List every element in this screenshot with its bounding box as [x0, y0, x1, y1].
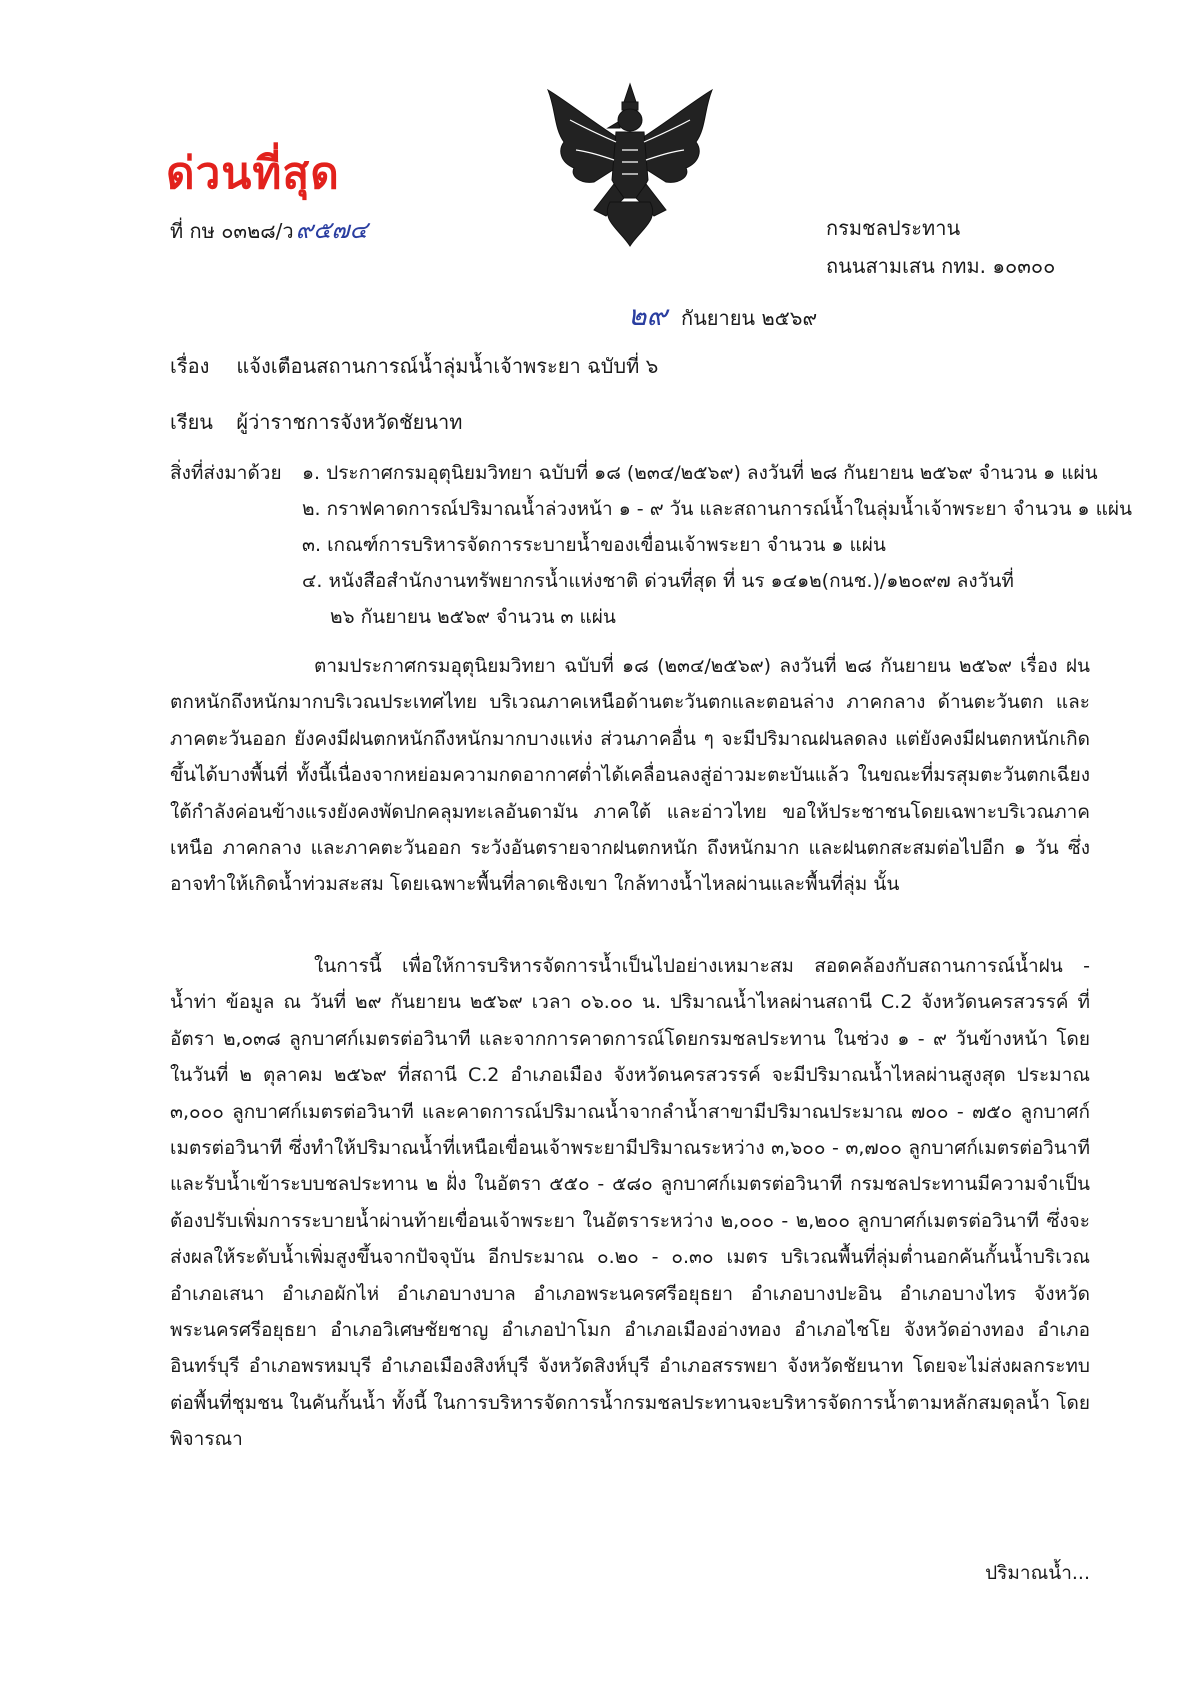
recipient-label: เรียน [170, 410, 213, 434]
garuda-emblem-icon [540, 80, 720, 250]
agency-address: ถนนสามเสน กทม. ๑๐๓๐๐ [826, 254, 1056, 278]
subject-text: แจ้งเตือนสถานการณ์น้ำลุ่มน้ำเจ้าพระยา ฉบับที่ ๖ [236, 354, 659, 378]
body-paragraph-2 [170, 948, 1090, 1458]
paragraph-1-text: ตามประกาศกรมอุตุนิยมวิทยา ฉบับที่ ๑๘ (๒๓๔/๒๕๖๙) ลงวันที่ ๒๘ กันยายน ๒๕๖๙ เรื่อง ฝนตกหนักถึงหนักมากบริเวณประเทศไทย บริเวณภาคเหนือด้านตะวันตกและตอนล่าง ภาคกลาง ด้านตะวันตก และภาคตะวันออก ยังคงมีฝนตกหนักถึงหนักมากบางแห่ง ส่วนภาคอื่น ๆ จะมีปริมาณฝนลดลง แต่ยังคงมีฝนตกหนักเกิดขึ้นได้บางพื้นที่ ทั้งนี้เนื่องจากหย่อมความกดอากาศต่ำได้เคลื่อนลงสู่อ่าวมะตะบันแล้ว ในขณะที่มรสุมตะวันตกเฉียงใต้กำลังค่อนข้างแรงยังคงพัดปกคลุมทะเลอันดามัน ภาคใต้ และอ่าวไทย ขอให้ประชาชนโดยเฉพาะบริเวณภาคเหนือ ภาคกลาง และภาคตะวันออก ระวังอันตรายจากฝนตกหนัก ถึงหนักมาก และฝนตกสะสมต่อไปอีก ๑ วัน ซึ่งอาจทำให้เกิดน้ำท่วมสะสม โดยเฉพาะพื้นที่ลาดเชิงเขา ใกล้ทางน้ำไหลผ่านและพื้นที่ลุ่ม นั้น [170, 655, 1090, 896]
agency-name: กรมชลประทาน [826, 216, 961, 240]
enclosure-item: ๓. เกณฑ์การบริหารจัดการระบายน้ำของเขื่อนเจ้าพระยา จำนวน ๑ แผ่น [302, 534, 886, 556]
enclosure-item: ๒. กราฟคาดการณ์ปริมาณน้ำล่วงหน้า ๑ - ๙ วัน และสถานการณ์น้ำในลุ่มน้ำเจ้าพระยา จำนวน ๑ แผ่น [302, 498, 1132, 520]
reference-handwritten-number: ๙๕๗๔ [295, 216, 368, 244]
subject-label: เรื่อง [170, 354, 210, 378]
enclosure-item-continuation: ๒๖ กันยายน ๒๕๖๙ จำนวน ๓ แผ่น [330, 606, 616, 628]
date-handwritten-day: ๒๙ [628, 299, 667, 332]
reference-number [170, 210, 368, 249]
enclosure-item: ๔. หนังสือสำนักงานทรัพยากรน้ำแห่งชาติ ด่วนที่สุด ที่ นร ๑๔๑๒(กนช.)/๑๒๐๙๗ ลงวันที่ [302, 570, 1014, 592]
recipient-text: ผู้ว่าราชการจังหวัดชัยนาท [236, 410, 463, 434]
recipient-line [170, 406, 462, 438]
reference-prefix: ที่ กษ ๐๓๒๘/ว [170, 219, 294, 243]
enclosure-item: ๑. ประกาศกรมอุตุนิยมวิทยา ฉบับที่ ๑๘ (๒๓๔/๒๕๖๙) ลงวันที่ ๒๘ กันยายน ๒๕๖๙ จำนวน ๑ แผ่น [302, 462, 1098, 484]
subject-line [170, 350, 658, 382]
body-paragraph-1 [170, 648, 1090, 903]
date-month-year: กันยายน ๒๕๖๙ [680, 306, 818, 330]
paragraph-2-text: ในการนี้ เพื่อให้การบริหารจัดการน้ำเป็นไปอย่างเหมาะสม สอดคล้องกับสถานการณ์น้ำฝน - น้ำท่า ข้อมูล ณ วันที่ ๒๙ กันยายน ๒๕๖๙ เวลา ๐๖.๐๐ น. ปริมาณน้ำไหลผ่านสถานี C.2 จังหวัดนครสวรรค์ ที่อัตรา ๒,๐๓๘ ลูกบาศก์เมตรต่อวินาที และจากการคาดการณ์โดยกรมชลประทาน ในช่วง ๑ - ๙ วันข้างหน้า โดยในวันที่ ๒ ตุลาคม ๒๕๖๙ ที่สถานี C.2 อำเภอเมือง จังหวัดนครสวรรค์ จะมีปริมาณน้ำไหลผ่านสูงสุด ประมาณ ๓,๐๐๐ ลูกบาศก์เมตรต่อวินาที และคาดการณ์ปริมาณน้ำจากลำน้ำสาขามีปริมาณประมาณ ๗๐๐ - ๗๕๐ ลูกบาศก์เมตรต่อวินาที ซึ่งทำให้ปริมาณน้ำที่เหนือเขื่อนเจ้าพระยามีปริมาณระหว่าง ๓,๖๐๐ - ๓,๗๐๐ ลูกบาศก์เมตรต่อวินาที และรับน้ำเข้าระบบชลประทาน ๒ ฝั่ง ในอัตรา ๕๕๐ - ๕๘๐ ลูกบาศก์เมตรต่อวินาที กรมชลประทานมีความจำเป็นต้องปรับเพิ่มการระบายน้ำผ่านท้ายเขื่อนเจ้าพระยา ในอัตราระหว่าง ๒,๐๐๐ - ๒,๒๐๐ ลูกบาศก์เมตรต่อวินาที ซึ่งจะส่งผลให้ระดับน้ำเพิ่มสูงขึ้นจากปัจจุบัน อีกประมาณ ๐.๒๐ - ๐.๓๐ เมตร บริเวณพื้นที่ลุ่มต่ำนอกคันกั้นน้ำบริเวณ อำเภอเสนา อำเภอผักไห่ อำเภอบางบาล อำเภอพระนครศรีอยุธยา อำเภอบางปะอิน อำเภอบางไทร จังหวัดพระนครศรีอยุธยา อำเภอวิเศษชัยชาญ อำเภอป่าโมก อำเภอเมืองอ่างทอง อำเภอไชโย จังหวัดอ่างทอง อำเภออินทร์บุรี อำเภอพรหมบุรี อำเภอเมืองสิงห์บุรี จังหวัดสิงห์บุรี อำเภอสรรพยา จังหวัดชัยนาท โดยจะไม่ส่งผลกระทบต่อพื้นที่ชุมชน ในคันกั้นน้ำ ทั้งนี้ ในการบริหารจัดการน้ำกรมชลประทานจะบริหารจัดการน้ำตามหลักสมดุลน้ำ โดยพิจารณา [170, 955, 1090, 1451]
document-date [628, 294, 817, 338]
enclosures-label: สิ่งที่ส่งมาด้วย [170, 462, 282, 484]
urgency-heading: ด่วนที่สุด [166, 148, 340, 199]
continuation-text: ปริมาณน้ำ... [985, 1562, 1090, 1584]
